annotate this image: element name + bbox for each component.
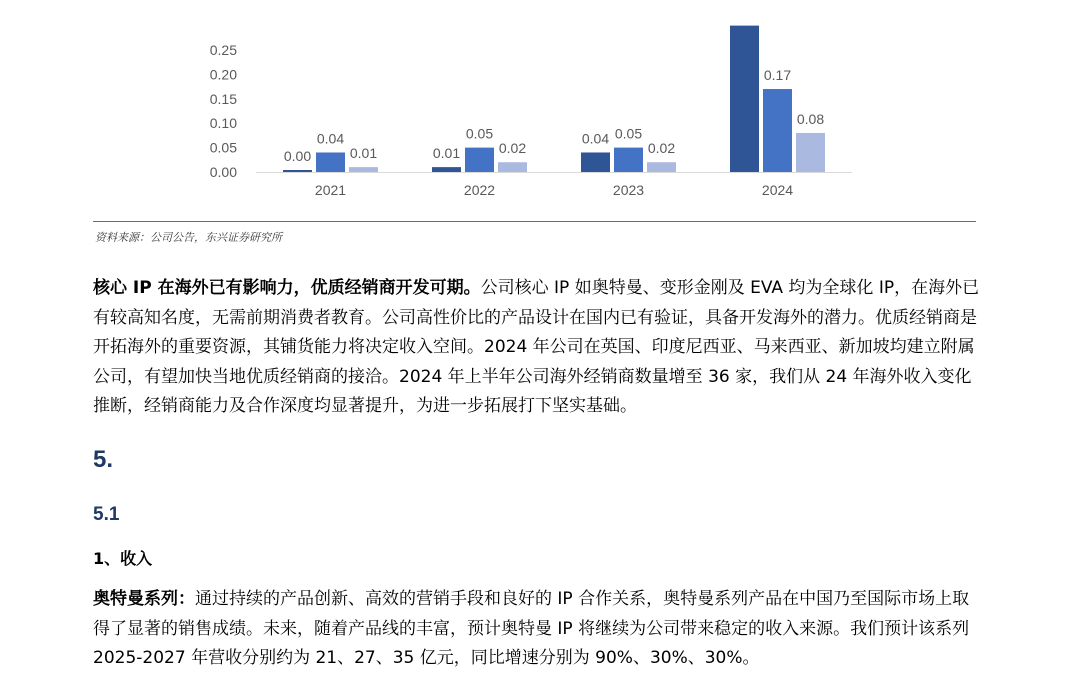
data-label: 0.01 xyxy=(349,145,378,162)
data-label: 0.05 xyxy=(614,125,643,142)
y-tick-label: 0.20 xyxy=(209,66,237,83)
x-tick-label-2022: 2022 xyxy=(463,182,496,198)
y-tick-label: 0.10 xyxy=(209,115,237,132)
y-tick-label: 0.05 xyxy=(209,139,237,156)
paragraph-body: 公司核心 IP 如奥特曼、变形金刚及 EVA 均为全球化 IP，在海外已有较高知名度，无需前期消费者教育。公司高性价比的产品设计在国内已有验证，具备开发海外的潜力。优质经销商是开拓海外的重要资源，其铺货能力将决定收入空间。2024 年公司在英国、印度尼西亚、马来西亚、新加坡均建立附属公司，有望加快当地优质经销商的接洽。2024 年上半年公司海外经销商数量增至 36 家，我们从 24 年海外收入变化推断，经销商能力及合作深度均显著提升，为进一步拓展打下坚实基础。 xyxy=(93,278,980,417)
paragraph-lead: 核心 IP 在海外已有影响力，优质经销商开发可期。 xyxy=(93,278,481,298)
paragraph-lead: 奥特曼系列： xyxy=(93,589,195,609)
x-tick-label-2021: 2021 xyxy=(314,182,347,198)
figure-source: 资料来源：公司公告，东兴证券研究所 xyxy=(95,231,282,244)
data-label: 0.02 xyxy=(498,140,527,157)
y-tick-label: 0.00 xyxy=(209,164,237,180)
y-tick-label: 0.15 xyxy=(209,90,237,107)
source-divider xyxy=(93,221,976,222)
bar-2021-series-1 xyxy=(283,170,312,172)
data-label: 0.05 xyxy=(465,125,494,142)
bar-2022-series-1 xyxy=(432,167,461,172)
x-tick-label-2024: 2024 xyxy=(761,182,794,198)
y-tick-label: 0.25 xyxy=(209,42,237,58)
bar-2024-series-3 xyxy=(796,133,825,172)
data-label: 0.04 xyxy=(581,130,610,147)
x-tick-label-2023: 2023 xyxy=(612,182,645,198)
bar-2021-series-2 xyxy=(316,152,345,172)
data-label: 0.00 xyxy=(283,148,312,164)
revenue-heading: 1、收入 xyxy=(93,549,153,568)
bar-2023-series-2 xyxy=(614,148,643,172)
data-label: 0.04 xyxy=(316,130,345,147)
subsection-heading: 5.1 xyxy=(93,504,120,525)
data-label: 0.01 xyxy=(432,145,461,162)
paragraph-body: 通过持续的产品创新、高效的营销手段和良好的 IP 合作关系，奥特曼系列产品在中国乃至国际市场上取得了显著的销售成绩。未来，随着产品线的丰富，预计奥特曼 IP 将继续为公司带来稳定的收入来源。我们预计该系列 2025-2027 年营收分别约为 21、27、35 亿元，同比增速分别为 90%、30%、30%。 xyxy=(93,589,970,669)
revenue-bar-chart xyxy=(0,0,1080,215)
data-label: 0.17 xyxy=(763,67,792,84)
bar-2024-series-2 xyxy=(763,89,792,172)
bar-2022-series-3 xyxy=(498,162,527,172)
bar-2023-series-1 xyxy=(581,152,610,172)
ultraman-paragraph xyxy=(93,585,983,674)
data-label: 0.08 xyxy=(796,110,825,127)
section-heading: 5. xyxy=(93,446,114,473)
bar-2023-series-3 xyxy=(647,162,676,172)
data-label: 0.02 xyxy=(647,140,676,157)
bar-2024-series-1 xyxy=(730,26,759,172)
bar-2021-series-3 xyxy=(349,167,378,172)
overseas-ip-paragraph xyxy=(93,274,983,422)
bar-2022-series-2 xyxy=(465,148,494,172)
